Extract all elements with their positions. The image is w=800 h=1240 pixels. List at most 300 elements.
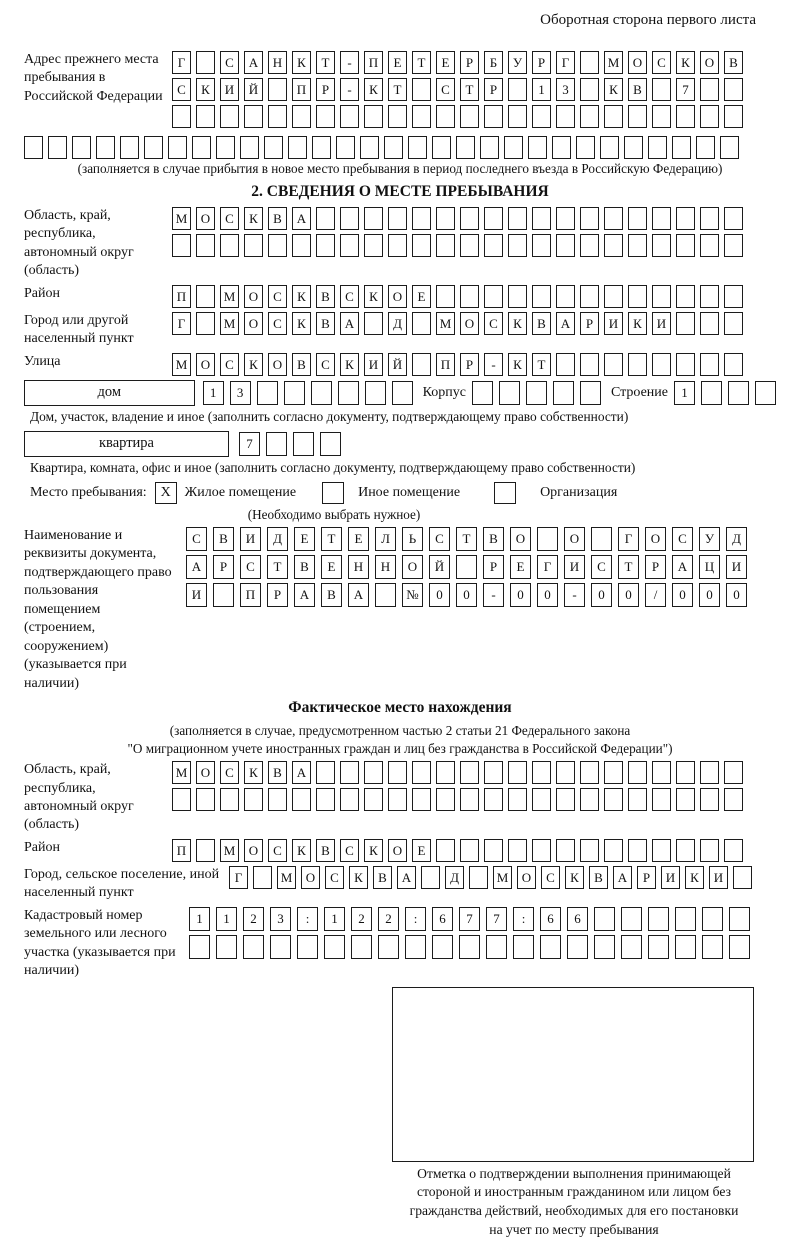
- char-cell[interactable]: Е: [294, 527, 315, 551]
- char-cell[interactable]: С: [652, 51, 671, 74]
- char-cell[interactable]: П: [172, 285, 191, 308]
- char-cell[interactable]: И: [240, 527, 261, 551]
- char-cell[interactable]: [604, 285, 623, 308]
- char-cell[interactable]: [675, 935, 696, 959]
- char-cell[interactable]: [532, 207, 551, 230]
- char-cell[interactable]: О: [517, 866, 536, 889]
- char-cell[interactable]: [652, 207, 671, 230]
- char-cell[interactable]: [580, 105, 599, 128]
- char-cell[interactable]: П: [364, 51, 383, 74]
- char-cell[interactable]: К: [364, 839, 383, 862]
- char-cell[interactable]: [364, 761, 383, 784]
- char-cell[interactable]: [556, 761, 575, 784]
- char-cell[interactable]: В: [321, 583, 342, 607]
- apartment-box[interactable]: квартира: [24, 431, 229, 457]
- char-cell[interactable]: [755, 381, 776, 405]
- char-cell[interactable]: [580, 353, 599, 376]
- char-cell[interactable]: Т: [456, 527, 477, 551]
- char-cell[interactable]: 1: [203, 381, 224, 405]
- char-cell[interactable]: [724, 312, 743, 335]
- char-cell[interactable]: 2: [243, 907, 264, 931]
- char-cell[interactable]: [196, 312, 215, 335]
- char-cell[interactable]: Ь: [402, 527, 423, 551]
- char-cell[interactable]: [580, 839, 599, 862]
- char-cell[interactable]: К: [340, 353, 359, 376]
- char-cell[interactable]: С: [340, 285, 359, 308]
- char-cell[interactable]: 3: [270, 907, 291, 931]
- char-cell[interactable]: [412, 207, 431, 230]
- char-cell[interactable]: [469, 866, 488, 889]
- char-cell[interactable]: [508, 285, 527, 308]
- char-cell[interactable]: Д: [726, 527, 747, 551]
- char-cell[interactable]: [672, 136, 691, 159]
- char-cell[interactable]: [436, 788, 455, 811]
- char-cell[interactable]: [532, 839, 551, 862]
- char-cell[interactable]: [436, 761, 455, 784]
- char-cell[interactable]: [351, 935, 372, 959]
- char-cell[interactable]: [652, 234, 671, 257]
- char-cell[interactable]: [268, 234, 287, 257]
- char-cell[interactable]: [24, 136, 43, 159]
- char-cell[interactable]: Г: [556, 51, 575, 74]
- char-cell[interactable]: [484, 788, 503, 811]
- char-cell[interactable]: В: [268, 761, 287, 784]
- char-cell[interactable]: [189, 935, 210, 959]
- char-cell[interactable]: [702, 907, 723, 931]
- char-cell[interactable]: Й: [244, 78, 263, 101]
- char-cell[interactable]: [196, 788, 215, 811]
- char-cell[interactable]: [484, 234, 503, 257]
- char-cell[interactable]: [486, 935, 507, 959]
- char-cell[interactable]: [220, 234, 239, 257]
- char-cell[interactable]: [364, 312, 383, 335]
- char-cell[interactable]: [724, 234, 743, 257]
- char-cell[interactable]: С: [268, 312, 287, 335]
- char-cell[interactable]: В: [316, 312, 335, 335]
- char-cell[interactable]: :: [513, 907, 534, 931]
- char-cell[interactable]: [508, 788, 527, 811]
- char-cell[interactable]: О: [700, 51, 719, 74]
- char-cell[interactable]: 7: [459, 907, 480, 931]
- char-cell[interactable]: [196, 285, 215, 308]
- char-cell[interactable]: С: [240, 555, 261, 579]
- char-cell[interactable]: О: [645, 527, 666, 551]
- char-cell[interactable]: [316, 788, 335, 811]
- char-cell[interactable]: [580, 381, 601, 405]
- char-cell[interactable]: И: [186, 583, 207, 607]
- char-cell[interactable]: 1: [324, 907, 345, 931]
- char-cell[interactable]: В: [316, 285, 335, 308]
- char-cell[interactable]: [508, 839, 527, 862]
- char-cell[interactable]: 0: [672, 583, 693, 607]
- char-cell[interactable]: [724, 207, 743, 230]
- char-cell[interactable]: [284, 381, 305, 405]
- char-cell[interactable]: [532, 285, 551, 308]
- char-cell[interactable]: :: [297, 907, 318, 931]
- char-cell[interactable]: [340, 788, 359, 811]
- char-cell[interactable]: Т: [618, 555, 639, 579]
- char-cell[interactable]: [508, 105, 527, 128]
- char-cell[interactable]: Т: [460, 78, 479, 101]
- char-cell[interactable]: С: [591, 555, 612, 579]
- char-cell[interactable]: [594, 935, 615, 959]
- char-cell[interactable]: [508, 207, 527, 230]
- char-cell[interactable]: [729, 907, 750, 931]
- char-cell[interactable]: [532, 234, 551, 257]
- char-cell[interactable]: А: [186, 555, 207, 579]
- char-cell[interactable]: [652, 761, 671, 784]
- char-cell[interactable]: [700, 353, 719, 376]
- char-cell[interactable]: В: [294, 555, 315, 579]
- char-cell[interactable]: [700, 234, 719, 257]
- char-cell[interactable]: Т: [267, 555, 288, 579]
- char-cell[interactable]: О: [628, 51, 647, 74]
- char-cell[interactable]: [580, 78, 599, 101]
- char-cell[interactable]: 1: [532, 78, 551, 101]
- char-cell[interactable]: И: [709, 866, 728, 889]
- char-cell[interactable]: Б: [484, 51, 503, 74]
- char-cell[interactable]: Д: [388, 312, 407, 335]
- char-cell[interactable]: [621, 907, 642, 931]
- char-cell[interactable]: [580, 761, 599, 784]
- char-cell[interactable]: [364, 234, 383, 257]
- char-cell[interactable]: А: [672, 555, 693, 579]
- char-cell[interactable]: М: [220, 285, 239, 308]
- char-cell[interactable]: [504, 136, 523, 159]
- char-cell[interactable]: К: [196, 78, 215, 101]
- char-cell[interactable]: 7: [486, 907, 507, 931]
- char-cell[interactable]: [724, 285, 743, 308]
- char-cell[interactable]: [628, 234, 647, 257]
- char-cell[interactable]: [696, 136, 715, 159]
- char-cell[interactable]: [728, 381, 749, 405]
- char-cell[interactable]: М: [172, 353, 191, 376]
- char-cell[interactable]: [480, 136, 499, 159]
- char-cell[interactable]: [724, 761, 743, 784]
- char-cell[interactable]: [460, 761, 479, 784]
- char-cell[interactable]: [292, 234, 311, 257]
- char-cell[interactable]: -: [340, 51, 359, 74]
- char-cell[interactable]: 3: [556, 78, 575, 101]
- char-cell[interactable]: [392, 381, 413, 405]
- checkbox-residential[interactable]: X: [155, 482, 177, 504]
- char-cell[interactable]: [436, 285, 455, 308]
- char-cell[interactable]: О: [196, 761, 215, 784]
- char-cell[interactable]: О: [301, 866, 320, 889]
- char-cell[interactable]: О: [268, 353, 287, 376]
- char-cell[interactable]: М: [436, 312, 455, 335]
- char-cell[interactable]: О: [388, 285, 407, 308]
- char-cell[interactable]: К: [292, 51, 311, 74]
- char-cell[interactable]: [459, 935, 480, 959]
- char-cell[interactable]: [676, 234, 695, 257]
- char-cell[interactable]: Е: [321, 555, 342, 579]
- char-cell[interactable]: [724, 105, 743, 128]
- char-cell[interactable]: [460, 207, 479, 230]
- char-cell[interactable]: [196, 105, 215, 128]
- char-cell[interactable]: [604, 105, 623, 128]
- char-cell[interactable]: [293, 432, 314, 456]
- char-cell[interactable]: -: [564, 583, 585, 607]
- char-cell[interactable]: И: [652, 312, 671, 335]
- char-cell[interactable]: [594, 907, 615, 931]
- char-cell[interactable]: [532, 788, 551, 811]
- char-cell[interactable]: К: [244, 353, 263, 376]
- char-cell[interactable]: [540, 935, 561, 959]
- char-cell[interactable]: К: [364, 285, 383, 308]
- char-cell[interactable]: [96, 136, 115, 159]
- char-cell[interactable]: К: [565, 866, 584, 889]
- char-cell[interactable]: Е: [412, 285, 431, 308]
- char-cell[interactable]: Р: [483, 555, 504, 579]
- char-cell[interactable]: [652, 788, 671, 811]
- char-cell[interactable]: Е: [348, 527, 369, 551]
- char-cell[interactable]: [676, 207, 695, 230]
- char-cell[interactable]: [243, 935, 264, 959]
- char-cell[interactable]: [360, 136, 379, 159]
- char-cell[interactable]: [556, 285, 575, 308]
- char-cell[interactable]: [244, 788, 263, 811]
- char-cell[interactable]: В: [373, 866, 392, 889]
- char-cell[interactable]: [676, 353, 695, 376]
- char-cell[interactable]: [240, 136, 259, 159]
- char-cell[interactable]: [144, 136, 163, 159]
- char-cell[interactable]: 2: [378, 907, 399, 931]
- char-cell[interactable]: С: [429, 527, 450, 551]
- char-cell[interactable]: Г: [537, 555, 558, 579]
- char-cell[interactable]: [412, 312, 431, 335]
- char-cell[interactable]: Е: [412, 839, 431, 862]
- char-cell[interactable]: [268, 788, 287, 811]
- char-cell[interactable]: [244, 234, 263, 257]
- char-cell[interactable]: П: [172, 839, 191, 862]
- char-cell[interactable]: Г: [618, 527, 639, 551]
- char-cell[interactable]: [408, 136, 427, 159]
- char-cell[interactable]: [460, 788, 479, 811]
- char-cell[interactable]: М: [220, 839, 239, 862]
- char-cell[interactable]: П: [292, 78, 311, 101]
- char-cell[interactable]: [701, 381, 722, 405]
- char-cell[interactable]: К: [685, 866, 704, 889]
- char-cell[interactable]: К: [349, 866, 368, 889]
- char-cell[interactable]: [340, 105, 359, 128]
- char-cell[interactable]: /: [645, 583, 666, 607]
- char-cell[interactable]: [552, 136, 571, 159]
- char-cell[interactable]: [216, 136, 235, 159]
- char-cell[interactable]: [499, 381, 520, 405]
- char-cell[interactable]: М: [604, 51, 623, 74]
- char-cell[interactable]: Р: [316, 78, 335, 101]
- char-cell[interactable]: [508, 78, 527, 101]
- char-cell[interactable]: Ц: [699, 555, 720, 579]
- char-cell[interactable]: [168, 136, 187, 159]
- char-cell[interactable]: Р: [637, 866, 656, 889]
- char-cell[interactable]: О: [460, 312, 479, 335]
- char-cell[interactable]: [365, 381, 386, 405]
- char-cell[interactable]: [388, 234, 407, 257]
- char-cell[interactable]: [628, 839, 647, 862]
- char-cell[interactable]: В: [316, 839, 335, 862]
- char-cell[interactable]: [412, 234, 431, 257]
- char-cell[interactable]: [652, 839, 671, 862]
- char-cell[interactable]: О: [244, 285, 263, 308]
- char-cell[interactable]: Р: [213, 555, 234, 579]
- char-cell[interactable]: 6: [540, 907, 561, 931]
- char-cell[interactable]: Р: [460, 51, 479, 74]
- char-cell[interactable]: А: [348, 583, 369, 607]
- char-cell[interactable]: [196, 51, 215, 74]
- char-cell[interactable]: П: [436, 353, 455, 376]
- char-cell[interactable]: [580, 207, 599, 230]
- char-cell[interactable]: [456, 555, 477, 579]
- char-cell[interactable]: 0: [429, 583, 450, 607]
- char-cell[interactable]: [724, 78, 743, 101]
- char-cell[interactable]: У: [508, 51, 527, 74]
- char-cell[interactable]: С: [325, 866, 344, 889]
- char-cell[interactable]: [460, 234, 479, 257]
- char-cell[interactable]: [652, 285, 671, 308]
- char-cell[interactable]: [526, 381, 547, 405]
- char-cell[interactable]: [604, 207, 623, 230]
- checkbox-organization[interactable]: [494, 482, 516, 504]
- char-cell[interactable]: [384, 136, 403, 159]
- char-cell[interactable]: [676, 839, 695, 862]
- char-cell[interactable]: М: [172, 207, 191, 230]
- char-cell[interactable]: Р: [267, 583, 288, 607]
- char-cell[interactable]: [412, 761, 431, 784]
- char-cell[interactable]: [700, 285, 719, 308]
- char-cell[interactable]: О: [402, 555, 423, 579]
- char-cell[interactable]: В: [213, 527, 234, 551]
- char-cell[interactable]: К: [244, 207, 263, 230]
- char-cell[interactable]: [388, 207, 407, 230]
- char-cell[interactable]: [580, 51, 599, 74]
- char-cell[interactable]: И: [564, 555, 585, 579]
- char-cell[interactable]: Т: [388, 78, 407, 101]
- char-cell[interactable]: [652, 78, 671, 101]
- char-cell[interactable]: [257, 381, 278, 405]
- char-cell[interactable]: [432, 935, 453, 959]
- char-cell[interactable]: [648, 136, 667, 159]
- checkbox-other-premises[interactable]: [322, 482, 344, 504]
- char-cell[interactable]: [264, 136, 283, 159]
- char-cell[interactable]: [253, 866, 272, 889]
- char-cell[interactable]: [621, 935, 642, 959]
- char-cell[interactable]: [700, 761, 719, 784]
- char-cell[interactable]: С: [268, 285, 287, 308]
- char-cell[interactable]: С: [268, 839, 287, 862]
- char-cell[interactable]: [405, 935, 426, 959]
- char-cell[interactable]: Р: [460, 353, 479, 376]
- char-cell[interactable]: Д: [445, 866, 464, 889]
- char-cell[interactable]: Н: [348, 555, 369, 579]
- char-cell[interactable]: К: [676, 51, 695, 74]
- char-cell[interactable]: -: [340, 78, 359, 101]
- char-cell[interactable]: Т: [321, 527, 342, 551]
- char-cell[interactable]: С: [220, 51, 239, 74]
- char-cell[interactable]: Г: [172, 312, 191, 335]
- char-cell[interactable]: Р: [645, 555, 666, 579]
- char-cell[interactable]: [484, 839, 503, 862]
- char-cell[interactable]: [580, 234, 599, 257]
- char-cell[interactable]: И: [220, 78, 239, 101]
- char-cell[interactable]: [364, 105, 383, 128]
- char-cell[interactable]: 7: [239, 432, 260, 456]
- char-cell[interactable]: Т: [316, 51, 335, 74]
- char-cell[interactable]: 1: [216, 907, 237, 931]
- char-cell[interactable]: [628, 285, 647, 308]
- char-cell[interactable]: С: [186, 527, 207, 551]
- char-cell[interactable]: [567, 935, 588, 959]
- char-cell[interactable]: [532, 105, 551, 128]
- char-cell[interactable]: В: [532, 312, 551, 335]
- char-cell[interactable]: К: [364, 78, 383, 101]
- char-cell[interactable]: [120, 136, 139, 159]
- char-cell[interactable]: [556, 234, 575, 257]
- char-cell[interactable]: [244, 105, 263, 128]
- char-cell[interactable]: [311, 381, 332, 405]
- char-cell[interactable]: [628, 761, 647, 784]
- char-cell[interactable]: Л: [375, 527, 396, 551]
- char-cell[interactable]: [648, 935, 669, 959]
- char-cell[interactable]: №: [402, 583, 423, 607]
- char-cell[interactable]: [432, 136, 451, 159]
- char-cell[interactable]: [600, 136, 619, 159]
- char-cell[interactable]: А: [292, 761, 311, 784]
- char-cell[interactable]: С: [220, 353, 239, 376]
- char-cell[interactable]: В: [724, 51, 743, 74]
- char-cell[interactable]: :: [405, 907, 426, 931]
- char-cell[interactable]: В: [292, 353, 311, 376]
- char-cell[interactable]: В: [268, 207, 287, 230]
- char-cell[interactable]: [172, 234, 191, 257]
- char-cell[interactable]: [580, 788, 599, 811]
- char-cell[interactable]: [676, 761, 695, 784]
- char-cell[interactable]: [624, 136, 643, 159]
- char-cell[interactable]: [378, 935, 399, 959]
- char-cell[interactable]: [338, 381, 359, 405]
- char-cell[interactable]: Н: [268, 51, 287, 74]
- char-cell[interactable]: [700, 788, 719, 811]
- char-cell[interactable]: А: [294, 583, 315, 607]
- char-cell[interactable]: О: [388, 839, 407, 862]
- char-cell[interactable]: С: [484, 312, 503, 335]
- char-cell[interactable]: [316, 761, 335, 784]
- char-cell[interactable]: К: [508, 312, 527, 335]
- char-cell[interactable]: [172, 788, 191, 811]
- char-cell[interactable]: [556, 839, 575, 862]
- char-cell[interactable]: [576, 136, 595, 159]
- char-cell[interactable]: [628, 788, 647, 811]
- char-cell[interactable]: Н: [375, 555, 396, 579]
- char-cell[interactable]: [388, 788, 407, 811]
- char-cell[interactable]: Е: [388, 51, 407, 74]
- char-cell[interactable]: [702, 935, 723, 959]
- char-cell[interactable]: О: [564, 527, 585, 551]
- char-cell[interactable]: [412, 78, 431, 101]
- char-cell[interactable]: [508, 234, 527, 257]
- char-cell[interactable]: С: [316, 353, 335, 376]
- char-cell[interactable]: [336, 136, 355, 159]
- char-cell[interactable]: П: [240, 583, 261, 607]
- char-cell[interactable]: [421, 866, 440, 889]
- char-cell[interactable]: [340, 234, 359, 257]
- char-cell[interactable]: 0: [726, 583, 747, 607]
- char-cell[interactable]: А: [556, 312, 575, 335]
- char-cell[interactable]: [288, 136, 307, 159]
- char-cell[interactable]: [700, 207, 719, 230]
- char-cell[interactable]: [388, 761, 407, 784]
